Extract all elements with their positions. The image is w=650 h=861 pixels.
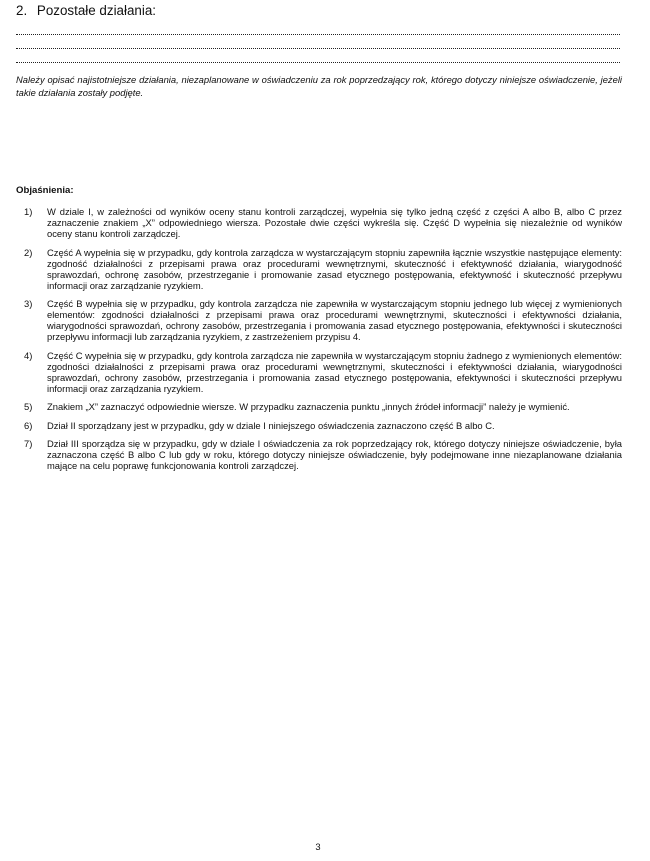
dotted-answer-line — [16, 62, 620, 63]
section-title: Pozostałe działania: — [36, 3, 157, 18]
explanation-text: Dział III sporządza się w przypadku, gdy w dziale I oświadczenia za rok poprzedzający rok, którego dotyczy niniejsze oświadczenie, była zaznaczona część B albo C lub gdy w roku, którego dotyczy niniejsze oświadczenie, były podejmowane inne niezaplanowane działania mające na celu poprawę funkcjonowania kontroli zarządczej. — [47, 438, 622, 471]
explanation-number: 3) — [24, 298, 33, 309]
explanation-item — [16, 438, 622, 471]
explanation-text: Część B wypełnia się w przypadku, gdy kontrola zarządcza nie zapewniła w wystarczającym stopniu jednego lub więcej z wymienionych elementów: zgodności działalności z przepisami prawa oraz procedurami wewnętrznymi, skuteczności i efektywności działania, wiarygodności sprawozdań, ochrony zasobów, przestrzegania i promowania zasad etycznego postępowania, efektywności i skuteczności przepływu informacji lub zarządzania ryzykiem, z zastrzeżeniem przypisu 4. — [47, 298, 622, 342]
explanation-number: 2) — [24, 246, 33, 258]
explanation-item — [16, 420, 622, 431]
explanation-item — [16, 298, 622, 342]
explanation-text: W dziale I, w zależności od wyników oceny stanu kontroli zarządczej, wypełnia się tylko jedną część z części A albo B, albo C przez zaznaczenie znakiem „X” odpowiedniego wiersza. Pozostałe dwie części wykreśla się. Część D wypełnia się niezależnie od wyników oceny stanu kontroli zarządczej. — [47, 206, 622, 239]
explanation-number: 4) — [24, 349, 33, 361]
explanations-list — [16, 206, 622, 479]
dotted-answer-line — [16, 48, 620, 49]
explanation-text: Znakiem „X” zaznaczyć odpowiednie wiersze. W przypadku zaznaczenia punktu „innych źródeł informacji” należy je wymienić. — [47, 401, 570, 412]
explanation-item — [16, 350, 622, 394]
explanation-number: 1) — [24, 206, 33, 217]
explanation-number: 5) — [24, 401, 33, 412]
explanation-text: Część A wypełnia się w przypadku, gdy kontrola zarządcza w wystarczającym stopniu zapewniła łącznie wszystkie następujące elementy: zgodność działalności z przepisami prawa oraz procedurami wewnętrznymi, skuteczność i efektywność działania, wiarygodność sprawozdań, ochronę zasobów, przestrzeganie i promowanie zasad etycznego postępowania, efektywność i skuteczność przepływu informacji oraz zarządzanie ryzykiem. — [47, 246, 622, 291]
page-number: 3 — [315, 841, 321, 852]
explanation-item — [16, 401, 622, 412]
explanations-heading: Objaśnienia: — [16, 185, 74, 196]
explanation-item — [16, 206, 622, 239]
dotted-answer-line — [16, 34, 620, 35]
explanation-item — [16, 247, 622, 291]
instruction-note: Należy opisać najistotniejsze działania, niezaplanowane w oświadczeniu za rok poprzedzający rok, którego dotyczy niniejsze oświadczenie, jeżeli takie działania zostały podjęte. — [16, 74, 622, 98]
explanation-number: 6) — [24, 419, 33, 431]
section-heading — [16, 2, 156, 20]
explanation-text: Część C wypełnia się w przypadku, gdy kontrola zarządcza nie zapewniła w wystarczającym stopniu żadnego z wymienionych elementów: zgodności działalności z przepisami prawa oraz procedurami wewnętrznymi, skuteczności i efektywności działania, wiarygodności sprawozdań, ochrony zasobów, przestrzegania i promowania zasad etycznego postępowania, efektywności i skuteczności przepływu informacji oraz zarządzania ryzykiem. — [47, 349, 622, 394]
explanation-number: 7) — [24, 438, 33, 449]
section-number: 2. — [16, 3, 28, 18]
explanation-text: Dział II sporządzany jest w przypadku, gdy w dziale I niniejszego oświadczenia zaznaczono część B albo C. — [47, 419, 495, 431]
